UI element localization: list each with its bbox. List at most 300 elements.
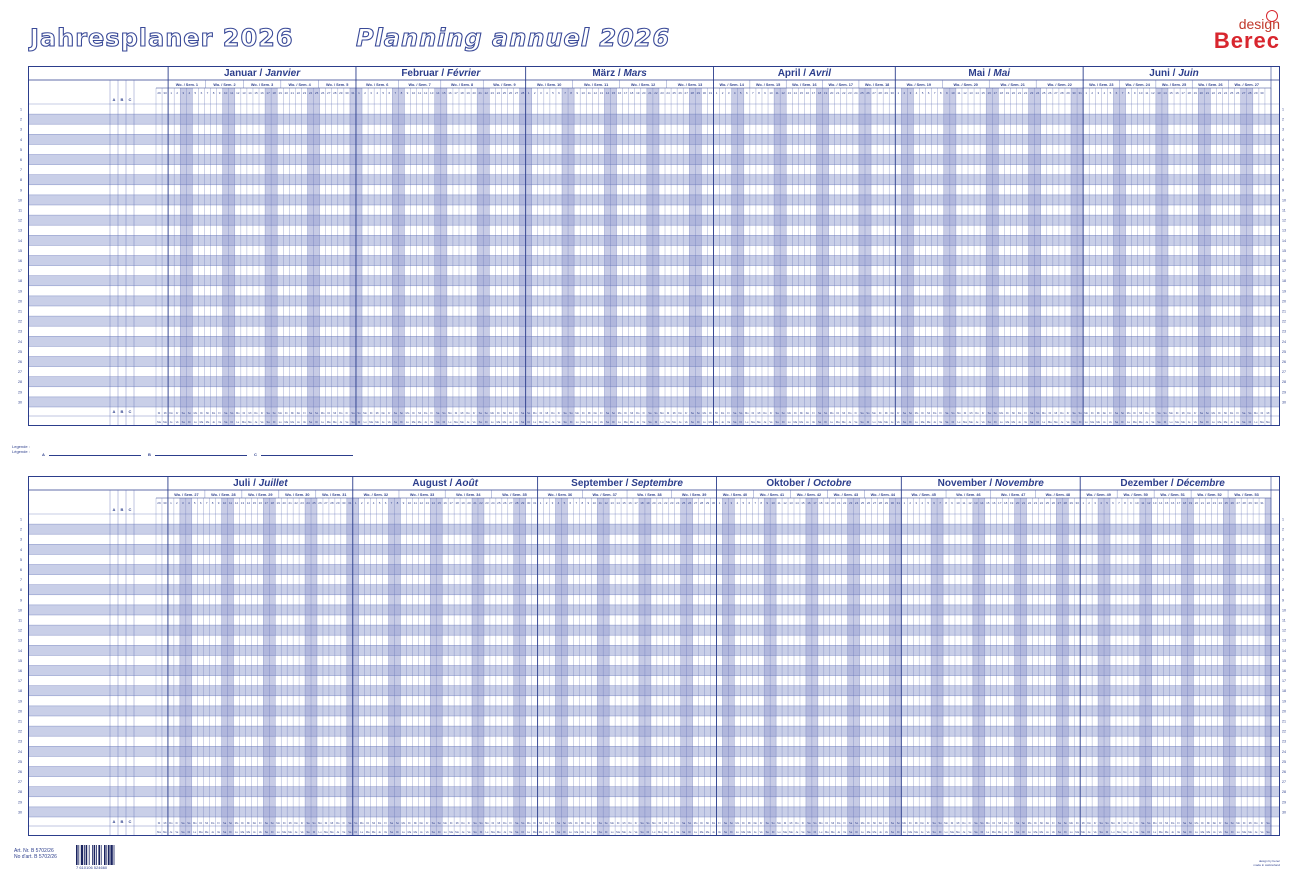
row-number-left: 6 — [20, 568, 22, 572]
row-number-right: 26 — [1282, 360, 1286, 364]
weekday-fr: Ve — [968, 831, 972, 834]
weekday-de: Di — [1117, 822, 1121, 825]
weekday-de: Mi — [664, 822, 668, 825]
legend-field-c[interactable] — [254, 452, 353, 457]
week-label: Wo. / Sem. 53 — [1234, 493, 1259, 497]
weekday-de: Do — [169, 412, 173, 415]
barcode-bar — [114, 845, 115, 865]
weekday-de: Sa — [765, 822, 769, 825]
row-number-left: 15 — [18, 658, 22, 663]
day-number: 1 — [1085, 91, 1088, 95]
weekday-fr: Ve — [1193, 421, 1197, 424]
weekday-de: Mo — [1194, 822, 1199, 825]
weekday-de: Mo — [318, 822, 322, 825]
legend-letter-c: C — [254, 452, 257, 457]
week-label: Wo. / Sem. 35 — [502, 493, 527, 497]
weekend-column — [653, 88, 659, 425]
weekday-de: Mi — [1181, 412, 1185, 415]
weekday-de: Mo — [999, 412, 1004, 415]
weekday-de: Mi — [1224, 412, 1227, 415]
day-number: 12 — [419, 501, 424, 505]
weekend-column — [774, 88, 780, 425]
weekday-de: Di — [491, 822, 495, 825]
row-number-right: 21 — [1282, 309, 1286, 314]
day-number: 7 — [564, 91, 566, 95]
weekday-fr: Lu — [694, 831, 698, 834]
day-number: 25 — [860, 91, 864, 95]
weekday-de: Mo — [443, 822, 447, 825]
day-number: 1 — [903, 501, 906, 505]
row-stripe — [29, 706, 1279, 716]
row-number-right: 4 — [1282, 547, 1284, 552]
weekday-de: Mi — [799, 412, 803, 415]
weekday-de: Sa — [1015, 822, 1020, 825]
day-number: 4 — [915, 91, 918, 95]
weekday-de: Fr — [1135, 822, 1139, 825]
week-label: Wo. / Sem. 10 — [536, 83, 562, 87]
weekday-fr: Me — [330, 831, 334, 834]
weekday-fr: Me — [288, 831, 292, 834]
weekday-de: Fr — [642, 412, 646, 415]
weekday-de: Sa — [264, 822, 268, 825]
weekday-de: So — [479, 822, 483, 825]
weekday-fr: Lu — [490, 421, 494, 424]
day-number: 24 — [1036, 91, 1040, 95]
weekend-column — [562, 88, 568, 425]
week-label: Wo. / Sem. 34 — [456, 493, 481, 497]
weekday-fr: Sa — [1114, 421, 1119, 424]
weekday-de: Mi — [587, 412, 591, 415]
weekday-de: Mo — [1169, 412, 1173, 415]
day-number: 19 — [1193, 91, 1197, 95]
row-number-right: 19 — [1282, 289, 1286, 294]
day-number: 5 — [927, 501, 929, 505]
weekday-de: Mi — [706, 822, 709, 825]
weekday-de: So — [896, 822, 900, 825]
weekday-fr: Di — [604, 831, 608, 834]
row-number-left: 17 — [18, 679, 22, 684]
row-number-left: 18 — [18, 689, 22, 694]
weekend-column — [1140, 498, 1146, 835]
day-number: 30 — [711, 501, 716, 505]
day-number: 29 — [336, 501, 340, 505]
day-number: 21 — [1021, 501, 1026, 505]
day-number: 12 — [1147, 501, 1151, 505]
day-number: 11 — [1141, 501, 1145, 505]
weekday-de: Di — [1218, 412, 1221, 415]
weekday-de: Fr — [812, 412, 815, 415]
day-number: 30 — [1260, 91, 1264, 95]
weekday-fr: Ma — [198, 831, 203, 834]
month-name-mai: Mai / Mai — [968, 68, 1011, 79]
weekday-de: So — [1163, 412, 1167, 415]
weekday-fr: Ma — [1090, 421, 1095, 424]
weekday-de: Sa — [1199, 412, 1203, 415]
weekday-fr: Lu — [575, 421, 579, 424]
day-number: 5 — [552, 91, 554, 95]
day-number-previous: 30 — [163, 501, 167, 505]
day-number: 16 — [805, 91, 810, 95]
weekday-fr: Je — [339, 421, 343, 424]
weekday-fr: Ma — [950, 831, 954, 834]
weekday-fr: Lu — [861, 831, 865, 834]
row-number-right: 8 — [1282, 588, 1284, 593]
weekday-fr: Me — [502, 421, 507, 424]
row-number-left: 1 — [20, 107, 22, 112]
day-number: 24 — [496, 91, 501, 95]
weekday-de: Mo — [860, 822, 865, 825]
weekday-fr: Di — [437, 831, 441, 834]
weekday-de: So — [1147, 822, 1151, 825]
weekday-fr: Di — [1105, 831, 1109, 834]
weekday-fr: Ma — [1242, 831, 1246, 834]
row-number-right: 6 — [1282, 568, 1284, 572]
weekday-fr: Sa — [902, 421, 906, 424]
weekday-de: Di — [157, 822, 161, 825]
weekday-fr: Ma — [1117, 831, 1121, 834]
weekday-fr: Ma — [1048, 421, 1052, 424]
weekday-fr: Me — [884, 421, 889, 424]
day-number: 17 — [623, 91, 628, 95]
barcode-bar — [78, 845, 79, 865]
weekday-de: Di — [199, 822, 202, 825]
weekday-de: Mi — [539, 822, 542, 825]
weekday-de: Sa — [860, 412, 864, 415]
day-number: 28 — [1248, 91, 1252, 95]
weekend-column — [806, 498, 812, 835]
weekday-fr: Sa — [224, 421, 228, 424]
weekday-fr: Je — [1004, 831, 1008, 834]
weekend-column — [1182, 498, 1188, 835]
day-number: 25 — [502, 91, 507, 95]
weekday-fr: Me — [799, 421, 804, 424]
day-number: 9 — [951, 501, 953, 505]
day-number: 5 — [1106, 501, 1108, 505]
row-number-right: 27 — [1282, 780, 1286, 785]
weekday-fr: Lu — [1236, 831, 1240, 834]
weekday-de: So — [437, 822, 441, 825]
day-number: 9 — [402, 501, 405, 505]
day-number: 5 — [194, 91, 197, 95]
weekday-de: Mo — [193, 412, 198, 415]
day-number: 20 — [282, 501, 286, 505]
day-number: 8 — [396, 501, 399, 505]
weekday-de: Di — [700, 822, 703, 825]
weekend-column — [848, 498, 854, 835]
week-label: Wo. / Sem. 14 — [719, 83, 744, 87]
weekday-de: Mo — [735, 822, 740, 825]
row-number-right: 14 — [1282, 648, 1286, 653]
day-number: 28 — [878, 91, 882, 95]
day-number: 27 — [693, 501, 698, 505]
weekday-fr: Je — [254, 421, 258, 424]
weekend-column — [738, 88, 744, 425]
month-name-oktober: Oktober / Octobre — [766, 478, 852, 489]
weekday-de: Sa — [890, 822, 894, 825]
weekday-fr: Me — [460, 421, 464, 424]
weekday-fr: Di — [1206, 421, 1209, 424]
week-label: Wo. / Sem. 5 — [326, 83, 349, 87]
row-number-right: 8 — [1282, 178, 1284, 183]
weekday-fr: Ve — [599, 421, 603, 424]
weekday-fr: Sa — [605, 421, 610, 424]
weekend-column — [695, 88, 701, 425]
weekday-fr: Me — [497, 831, 501, 834]
weekday-fr: Me — [417, 421, 422, 424]
weekday-de: Mo — [1111, 822, 1115, 825]
weekday-de: Mi — [455, 822, 459, 825]
weekday-de: Di — [282, 822, 286, 825]
weekday-de: Mi — [1054, 412, 1058, 415]
weekday-fr: Lu — [787, 421, 791, 424]
legend-field-b[interactable] — [148, 452, 247, 457]
weekday-fr: Je — [920, 831, 924, 834]
weekday-de: Sa — [1266, 822, 1270, 825]
day-number: 9 — [218, 91, 221, 95]
weekday-de: So — [230, 412, 234, 415]
weekday-fr: Je — [806, 421, 809, 424]
weekday-de: Di — [449, 822, 453, 825]
weekday-fr: Sa — [389, 831, 394, 834]
weekday-de: Mo — [617, 412, 622, 415]
weekday-de: Mi — [1165, 822, 1169, 825]
weekday-de: Do — [763, 412, 767, 415]
week-label: Wo. / Sem. 11 — [583, 83, 609, 87]
weekday-de: Mo — [575, 412, 579, 415]
day-number: 18 — [1187, 91, 1191, 95]
weekday-fr: Sa — [987, 421, 991, 424]
weekday-de: Mi — [789, 822, 793, 825]
weekday-de: Di — [867, 822, 870, 825]
weekday-fr: Sa — [181, 421, 185, 424]
day-number: 4 — [733, 91, 736, 95]
day-number: 14 — [616, 501, 620, 505]
weekday-fr: Sa — [473, 831, 477, 834]
row-number-right: 11 — [1282, 618, 1286, 623]
weekday-de: So — [1063, 822, 1067, 825]
weekday-fr: Ma — [866, 831, 871, 834]
weekday-de: Mo — [401, 822, 406, 825]
day-number: 22 — [1211, 91, 1216, 95]
weekday-fr: Ma — [407, 831, 412, 834]
day-number: 9 — [576, 91, 578, 95]
day-number: 27 — [1236, 501, 1240, 505]
row-stripe — [29, 524, 1279, 534]
weekend-column — [1204, 88, 1210, 425]
weekday-fr: Me — [914, 831, 919, 834]
weekday-fr: Me — [1011, 421, 1016, 424]
weekday-fr: Di — [1248, 421, 1252, 424]
weekday-fr: Di — [312, 831, 316, 834]
row-number-right: 30 — [1282, 400, 1286, 405]
row-number-left: 18 — [18, 279, 22, 284]
row-number-left: 2 — [20, 527, 22, 532]
day-number: 10 — [1135, 501, 1139, 505]
day-number: 11 — [413, 501, 417, 505]
day-number: 15 — [986, 501, 990, 505]
month-name-märz: März / Mars — [592, 68, 647, 79]
weekday-fr: Lu — [652, 831, 656, 834]
weekday-fr: Ve — [175, 831, 179, 834]
row-stripe — [29, 605, 1279, 615]
weekday-fr: Lu — [735, 831, 739, 834]
week-label: Wo. / Sem. 39 — [681, 493, 707, 497]
weekday-de: Fr — [926, 822, 930, 825]
weekday-de: Di — [241, 822, 244, 825]
week-label: Wo. / Sem. 17 — [828, 83, 853, 87]
day-number: 5 — [921, 91, 924, 95]
weekday-fr: Lu — [1028, 831, 1031, 834]
row-number-left: 27 — [18, 780, 22, 785]
day-number: 4 — [187, 501, 190, 505]
day-number: 28 — [1063, 501, 1067, 505]
weekday-de: Do — [1212, 822, 1217, 825]
weekday-fr: Di — [1189, 831, 1192, 834]
day-number: 22 — [842, 91, 846, 95]
row-number-right: 18 — [1282, 279, 1286, 284]
weekday-fr: Di — [646, 831, 650, 834]
weekday-de: Di — [1201, 822, 1204, 825]
row-number-left: 16 — [18, 259, 22, 263]
weekday-de: Mi — [413, 822, 417, 825]
day-number: 18 — [1182, 501, 1187, 505]
weekend-column — [1035, 88, 1041, 425]
day-number: 2 — [364, 91, 366, 95]
day-number: 6 — [745, 91, 748, 95]
barcode-bar — [101, 845, 102, 865]
day-number: 12 — [781, 91, 785, 95]
weekday-fr: Sa — [775, 421, 779, 424]
weekday-fr: Ma — [538, 421, 543, 424]
day-number: 25 — [314, 91, 319, 95]
day-number: 12 — [234, 501, 239, 505]
weekend-column — [1156, 88, 1162, 425]
weekend-column — [1015, 498, 1021, 835]
weekend-column — [1062, 498, 1068, 835]
week-label: Wo. / Sem. 12 — [630, 83, 656, 87]
day-number: 28 — [330, 501, 334, 505]
day-number: 4 — [1103, 91, 1106, 95]
day-number: 1 — [715, 91, 718, 95]
day-number: 8 — [570, 91, 572, 95]
weekday-fr: Je — [169, 421, 173, 424]
weekday-de: Do — [586, 822, 590, 825]
weekday-fr: Sa — [860, 421, 864, 424]
weekend-column — [931, 498, 937, 835]
weekday-fr: Ma — [1217, 421, 1222, 424]
row-number-right: 3 — [1282, 127, 1284, 132]
weekday-de: Mi — [372, 822, 376, 825]
weekday-fr: Sa — [1157, 421, 1161, 424]
weekday-de: Fr — [1010, 822, 1013, 825]
day-number: 27 — [1054, 91, 1058, 95]
weekday-fr: Ve — [1108, 421, 1112, 424]
weekday-de: Sa — [306, 822, 310, 825]
weekday-fr: Sa — [306, 831, 310, 834]
weekend-column — [865, 88, 871, 425]
weekday-de: Mo — [745, 412, 749, 415]
weekday-fr: Ve — [1177, 831, 1181, 834]
day-number: 13 — [425, 501, 429, 505]
day-number: 17 — [264, 501, 268, 505]
weekday-de: Mi — [330, 822, 334, 825]
weekday-fr: Je — [297, 421, 300, 424]
weekday-de: Fr — [345, 412, 349, 415]
weekday-de: Di — [963, 412, 967, 415]
legend-field-a[interactable] — [42, 452, 141, 457]
day-number: 1 — [718, 501, 721, 505]
weekday-fr: Ve — [342, 831, 346, 834]
weekday-fr: Sa — [1242, 421, 1246, 424]
month-name-januar: Januar / Janvier — [223, 68, 301, 79]
day-number: 17 — [454, 91, 458, 95]
day-number: 8 — [1124, 501, 1126, 505]
weekday-fr: Di — [897, 831, 900, 834]
weekend-column — [430, 498, 436, 835]
weekend-column — [520, 498, 526, 835]
day-number: 8 — [211, 501, 214, 505]
legend-label-french: Légende : — [12, 449, 30, 454]
planner-grid — [18, 66, 1286, 426]
weekday-fr: Ve — [896, 421, 900, 424]
weekday-fr: Ma — [1132, 421, 1137, 424]
row-stripe — [29, 726, 1279, 736]
day-number: 6 — [933, 501, 935, 505]
weekday-de: Fr — [759, 822, 763, 825]
column-label-c: C — [128, 97, 132, 102]
weekend-column — [770, 498, 776, 835]
weekday-de: Mi — [247, 822, 250, 825]
weekday-fr: Ma — [491, 831, 495, 834]
row-number-left: 23 — [18, 739, 22, 744]
weekday-de: Di — [242, 412, 246, 415]
weekday-de: Sa — [473, 822, 477, 825]
weekday-fr: Je — [795, 831, 799, 834]
weekday-fr: Sa — [1199, 421, 1203, 424]
article-number-french: No d'art. B 5702/26 — [14, 854, 57, 860]
weekday-de: Sa — [775, 412, 779, 415]
weekday-fr: Ma — [449, 831, 453, 834]
weekday-de: Mo — [1084, 412, 1088, 415]
day-number: 4 — [921, 501, 924, 505]
day-number: 1 — [1082, 501, 1085, 505]
week-label: Wo. / Sem. 18 — [864, 83, 890, 87]
weekday-fr: Sa — [733, 421, 737, 424]
weekday-de: So — [1248, 412, 1252, 415]
day-number: 14 — [246, 501, 251, 505]
row-number-right: 23 — [1282, 329, 1286, 334]
weekday-de: Do — [211, 412, 216, 415]
day-number: 18 — [460, 91, 464, 95]
weekday-de: Sa — [945, 412, 949, 415]
weekday-de: Sa — [308, 412, 313, 415]
weekday-fr: Lu — [1169, 421, 1173, 424]
weekend-column — [732, 88, 738, 425]
weekday-de: Di — [285, 412, 288, 415]
row-number-right: 13 — [1282, 228, 1286, 233]
row-number-left: 14 — [18, 648, 22, 653]
weekday-de: Do — [461, 822, 465, 825]
weekday-fr: Je — [424, 421, 428, 424]
weekend-column — [687, 498, 693, 835]
barcode-bar — [108, 845, 110, 865]
weekday-de: Di — [950, 822, 954, 825]
row-number-right: 16 — [1282, 669, 1286, 673]
weekday-fr: Di — [396, 831, 399, 834]
weekday-de: Do — [628, 822, 632, 825]
weekday-fr: Sa — [807, 831, 811, 834]
day-number: 23 — [1029, 91, 1034, 95]
